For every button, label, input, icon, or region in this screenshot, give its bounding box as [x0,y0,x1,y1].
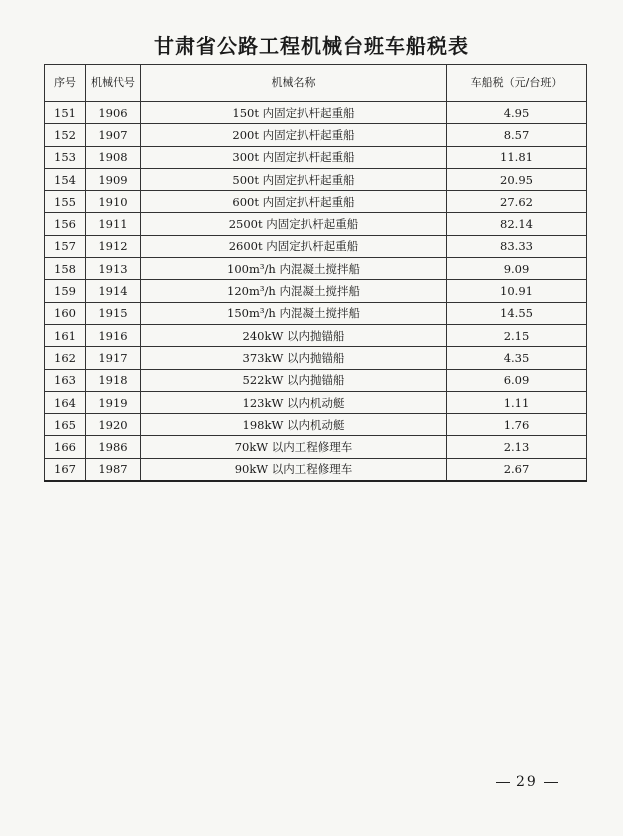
cell-serial-no: 151 [45,102,86,124]
cell-serial-no: 164 [45,391,86,413]
cell-machine-code: 1914 [86,280,141,302]
cell-machine-name: 2500t 内固定扒杆起重船 [141,213,447,235]
cell-vessel-tax: 20.95 [447,168,587,190]
cell-machine-name: 500t 内固定扒杆起重船 [141,168,447,190]
cell-serial-no: 154 [45,168,86,190]
cell-machine-code: 1911 [86,213,141,235]
cell-machine-code: 1907 [86,124,141,146]
cell-vessel-tax: 9.09 [447,258,587,280]
table-row [45,258,587,280]
header-machine-code: 机械代号 [86,65,141,102]
table-row [45,414,587,436]
cell-machine-name: 373kW 以内抛锚船 [141,347,447,369]
table-row [45,146,587,168]
table-row [45,280,587,302]
table-row [45,168,587,190]
header-serial-no: 序号 [45,65,86,102]
cell-serial-no: 158 [45,258,86,280]
dash-left [496,782,510,783]
cell-serial-no: 152 [45,124,86,146]
cell-machine-code: 1987 [86,458,141,481]
cell-machine-name: 240kW 以内抛锚船 [141,324,447,346]
cell-machine-name: 90kW 以内工程修理车 [141,458,447,481]
table-row [45,436,587,458]
cell-vessel-tax: 2.13 [447,436,587,458]
cell-machine-code: 1908 [86,146,141,168]
cell-serial-no: 166 [45,436,86,458]
cell-machine-code: 1920 [86,414,141,436]
cell-vessel-tax: 2.67 [447,458,587,481]
cell-serial-no: 162 [45,347,86,369]
cell-machine-code: 1910 [86,191,141,213]
header-machine-name: 机械名称 [141,65,447,102]
cell-vessel-tax: 8.57 [447,124,587,146]
cell-serial-no: 161 [45,324,86,346]
table-row [45,324,587,346]
page-title: 甘肃省公路工程机械台班车船税表 [154,34,469,58]
cell-serial-no: 157 [45,235,86,257]
cell-vessel-tax: 4.35 [447,347,587,369]
cell-serial-no: 155 [45,191,86,213]
cell-vessel-tax: 83.33 [447,235,587,257]
cell-machine-name: 70kW 以内工程修理车 [141,436,447,458]
cell-machine-name: 100m³/h 内混凝土搅拌船 [141,258,447,280]
cell-machine-code: 1918 [86,369,141,391]
cell-vessel-tax: 27.62 [447,191,587,213]
cell-vessel-tax: 14.55 [447,302,587,324]
cell-serial-no: 160 [45,302,86,324]
cell-machine-name: 150t 内固定扒杆起重船 [141,102,447,124]
dash-right [544,782,558,783]
table-row [45,235,587,257]
cell-machine-name: 2600t 内固定扒杆起重船 [141,235,447,257]
cell-serial-no: 159 [45,280,86,302]
cell-serial-no: 167 [45,458,86,481]
cell-vessel-tax: 82.14 [447,213,587,235]
table-row [45,124,587,146]
cell-serial-no: 153 [45,146,86,168]
table-row [45,391,587,413]
header-vessel-tax: 车船税（元/台班） [447,65,587,102]
vessel-tax-table [44,64,587,482]
table-row [45,369,587,391]
cell-serial-no: 156 [45,213,86,235]
cell-machine-name: 300t 内固定扒杆起重船 [141,146,447,168]
cell-machine-code: 1917 [86,347,141,369]
cell-machine-code: 1915 [86,302,141,324]
cell-serial-no: 165 [45,414,86,436]
page-number-value: 29 [516,774,538,790]
table-row [45,458,587,481]
page-number [490,774,564,790]
cell-machine-name: 120m³/h 内混凝土搅拌船 [141,280,447,302]
table-row [45,191,587,213]
cell-machine-code: 1916 [86,324,141,346]
cell-machine-name: 123kW 以内机动艇 [141,391,447,413]
cell-machine-name: 600t 内固定扒杆起重船 [141,191,447,213]
cell-vessel-tax: 1.76 [447,414,587,436]
table-row [45,213,587,235]
cell-vessel-tax: 10.91 [447,280,587,302]
cell-machine-name: 200t 内固定扒杆起重船 [141,124,447,146]
table-row [45,302,587,324]
cell-machine-code: 1909 [86,168,141,190]
cell-vessel-tax: 11.81 [447,146,587,168]
table-body [45,102,587,482]
cell-vessel-tax: 1.11 [447,391,587,413]
table-header-row [45,65,587,102]
cell-machine-code: 1986 [86,436,141,458]
cell-vessel-tax: 2.15 [447,324,587,346]
cell-machine-code: 1919 [86,391,141,413]
table-row [45,347,587,369]
cell-vessel-tax: 6.09 [447,369,587,391]
table-row [45,102,587,124]
cell-machine-name: 522kW 以内抛锚船 [141,369,447,391]
cell-serial-no: 163 [45,369,86,391]
cell-machine-name: 150m³/h 内混凝土搅拌船 [141,302,447,324]
cell-machine-code: 1913 [86,258,141,280]
cell-vessel-tax: 4.95 [447,102,587,124]
cell-machine-name: 198kW 以内机动艇 [141,414,447,436]
cell-machine-code: 1906 [86,102,141,124]
cell-machine-code: 1912 [86,235,141,257]
